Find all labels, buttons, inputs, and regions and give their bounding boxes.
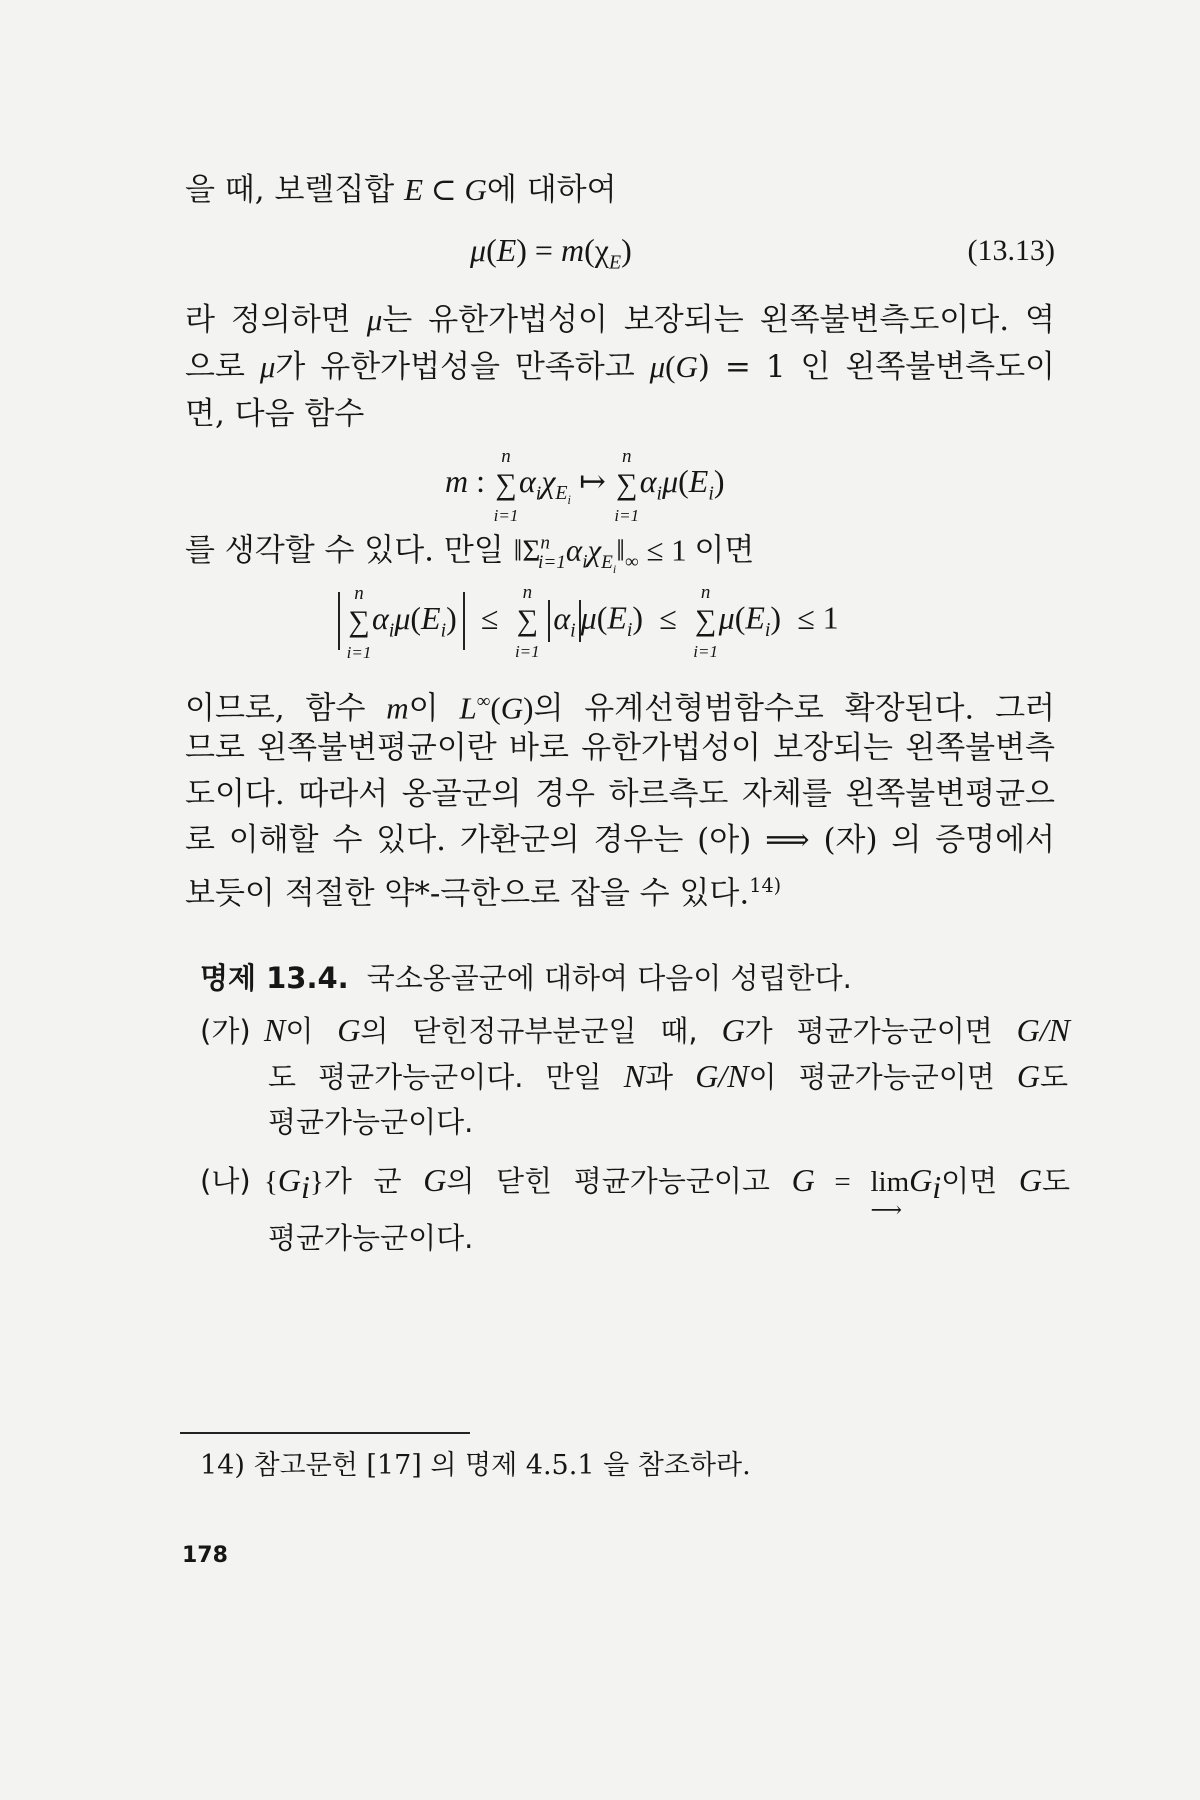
math-var: μ	[662, 463, 679, 499]
text-run: 을 때, 보렐집합	[185, 172, 405, 208]
math-var: G	[277, 1162, 302, 1198]
math-var: μ	[366, 302, 383, 337]
page-number: 178	[182, 1543, 228, 1568]
proposition-item-a-cont: 평균가능군이다.	[268, 1105, 474, 1139]
math-sub: i	[535, 482, 542, 505]
math-sub: i	[708, 482, 714, 505]
math-var: E	[421, 600, 441, 636]
text-line	[185, 524, 1055, 588]
math-var: μ	[718, 599, 735, 636]
math-var: α	[553, 600, 571, 636]
text-run: 의 닫힌 평균가능군이고	[446, 1164, 792, 1198]
math-sub: i	[626, 618, 633, 641]
math-var: (χ	[584, 232, 609, 268]
sum-symbol	[493, 445, 519, 525]
sum-lower: i=1	[346, 642, 372, 662]
math-sub: i	[570, 619, 576, 642]
sigma-glyph: ∑	[616, 467, 638, 501]
math-sup: n	[540, 533, 550, 554]
math-var: μ	[394, 600, 411, 636]
math-op: }	[309, 1166, 324, 1198]
math-sub: i	[764, 618, 771, 641]
proposition-item-b	[200, 1160, 1070, 1222]
sum-lower: i=1	[614, 505, 640, 525]
math-var: α	[519, 463, 536, 499]
sum-symbol	[614, 445, 640, 525]
equation-number: (13.13)	[967, 234, 1055, 267]
math-sub: i	[932, 1168, 942, 1205]
math-var: E	[404, 172, 424, 207]
math-var: α	[565, 532, 583, 568]
leq-sign: ≤	[659, 599, 677, 636]
limit-arrow: ⟶	[870, 1197, 903, 1222]
math-op: =	[814, 1166, 871, 1198]
text-run: 이 평균가능군이면	[748, 1060, 1017, 1094]
sum-symbol	[693, 582, 718, 662]
math-var: α	[372, 600, 389, 636]
math-var: G	[909, 1162, 933, 1198]
math-var: N	[264, 1012, 286, 1048]
math-op: :	[468, 463, 493, 499]
text-run: 이	[408, 690, 460, 727]
math-op: (	[734, 599, 746, 636]
math-op: ‖Σ	[513, 532, 541, 568]
math-op: )	[632, 599, 644, 636]
text-line: 로 이해할 수 있다. 가환군의 경우는 (아) ⟹ (자) 의 증명에서	[185, 822, 1055, 858]
math-op: (	[678, 463, 689, 499]
proposition-text: 국소옹골군에 대하여 다음이 성립한다.	[366, 961, 852, 995]
math-var: χ	[541, 463, 556, 499]
sigma-glyph: ∑	[495, 467, 517, 501]
math-sub: i	[567, 493, 571, 508]
text-run: 의 유계선형범함수로 확장된다. 그러	[533, 690, 1056, 727]
text-run: 도 평균가능군이다. 만일	[268, 1060, 624, 1094]
math-var: G	[791, 1162, 815, 1198]
math-number: 1	[822, 599, 839, 636]
math-op: ⊂	[423, 172, 465, 207]
absolute-value-bars	[338, 582, 465, 662]
sum-lower: i=1	[514, 642, 540, 662]
math-var: α	[639, 463, 657, 499]
math-op: (	[665, 349, 676, 384]
sum-lower: i=1	[493, 505, 519, 525]
math-var: χ	[587, 532, 602, 568]
math-var: μ	[649, 349, 666, 384]
sum-upper: n	[354, 582, 364, 604]
sum-upper: n	[501, 445, 511, 467]
text-line	[185, 300, 1055, 340]
math-sub: i	[656, 482, 663, 505]
math-op: ‖	[616, 532, 625, 568]
math-op: ≤ 1 이면	[638, 532, 755, 568]
item-label: (가)	[200, 1014, 251, 1048]
text-run: 도	[1041, 1164, 1070, 1198]
math-sub: i	[301, 1168, 310, 1205]
math-op: (	[486, 232, 497, 268]
text-line	[185, 866, 1055, 913]
lim-text: lim	[870, 1166, 910, 1198]
equation-13-13	[470, 232, 632, 274]
math-var: G	[1018, 1162, 1042, 1198]
math-var: G	[464, 172, 487, 207]
leq-sign: ≤	[797, 599, 815, 636]
math-var: G/N	[1016, 1012, 1070, 1048]
text-line	[185, 682, 1055, 728]
footnote-rule	[180, 1432, 470, 1434]
absolute-value-bars	[548, 600, 580, 642]
text-line	[185, 170, 1055, 210]
math-sub: E	[601, 551, 613, 573]
math-var: G	[675, 349, 698, 384]
math-op: )	[713, 463, 725, 499]
text-run: 이므로, 함수	[185, 690, 387, 727]
math-op: (	[596, 599, 608, 636]
sum-upper: n	[700, 582, 711, 604]
sum-upper: n	[522, 582, 533, 604]
math-op: {	[264, 1166, 278, 1198]
math-var: L	[459, 690, 477, 726]
text-line: 므로 왼쪽불변평균이란 바로 유한가법성이 보장되는 왼쪽불변측	[185, 730, 1055, 766]
text-run: 도	[1039, 1060, 1068, 1094]
math-op: ) =	[516, 232, 561, 268]
text-run: 가 평균가능군이면	[744, 1014, 1017, 1048]
math-op: )	[523, 690, 534, 726]
sum-lower: i=1	[693, 642, 718, 662]
text-run: 가 군	[323, 1164, 424, 1198]
item-label: (나)	[200, 1164, 251, 1198]
proposition-item-b-cont: 평균가능군이다.	[268, 1221, 474, 1255]
text-line: 도이다. 따라서 옹골군의 경우 하르측도 자체를 왼쪽불변평균으	[185, 776, 1055, 812]
text-run: 보듯이 적절한 약*-극한으로 잡을 수 있다.	[185, 875, 750, 912]
math-sub: E	[608, 251, 622, 274]
math-var: G/N	[695, 1058, 749, 1094]
math-var: μ	[259, 349, 276, 384]
math-var: N	[623, 1058, 646, 1094]
math-var: G	[337, 1012, 361, 1048]
text-run: 이면	[941, 1164, 1019, 1198]
direct-limit	[870, 1162, 910, 1222]
math-var: G	[1016, 1058, 1040, 1094]
math-sub: ∞	[624, 551, 639, 573]
proposition-title: 명제 13.4.	[200, 961, 349, 995]
text-run: ) = 1 인 왼쪽불변측도이	[697, 349, 1055, 385]
math-var: G	[500, 690, 524, 726]
text-run: 가 유한가법성을 만족하고	[275, 349, 650, 385]
proposition-heading	[200, 958, 1070, 998]
math-sub: i=1	[538, 551, 566, 573]
text-run: 의 닫힌정규부분군일 때,	[360, 1014, 722, 1048]
math-var: G	[721, 1012, 745, 1048]
math-sub: i	[612, 561, 617, 576]
math-var: μ	[580, 599, 597, 636]
sigma-glyph: ∑	[694, 604, 717, 638]
text-run: 를 생각할 수 있다. 만일	[185, 532, 514, 569]
footnote-ref: 14)	[749, 874, 782, 897]
proposition-item-a	[200, 1010, 1070, 1051]
maps-to-arrow: ↦	[578, 463, 606, 499]
math-op: (	[410, 600, 422, 636]
sum-upper: n	[622, 445, 632, 467]
text-run: 으로	[185, 349, 260, 385]
text-run: 과	[645, 1060, 696, 1094]
footnote: 14) 참고문헌 [17] 의 명제 4.5.1 을 참조하라.	[200, 1450, 751, 1481]
math-sup: ∞	[476, 691, 491, 712]
math-op: )	[446, 600, 457, 636]
text-run: 에 대하여	[486, 172, 617, 208]
text-line	[185, 347, 1055, 387]
math-var: E	[745, 599, 765, 636]
math-op: )	[770, 599, 782, 636]
math-sub: i	[440, 619, 447, 642]
math-var: μ	[470, 232, 487, 268]
text-run: 이	[285, 1014, 338, 1048]
equation-inequality	[338, 582, 839, 662]
math-var: E	[688, 463, 709, 499]
leq-sign: ≤	[480, 599, 499, 636]
math-var: E	[496, 232, 517, 268]
text-run: 라 정의하면	[185, 302, 367, 338]
sum-symbol	[346, 582, 372, 662]
text-line: 면, 다음 함수	[185, 396, 365, 432]
sigma-glyph: ∑	[516, 604, 538, 638]
math-sub: i	[388, 619, 395, 642]
math-sub: i	[582, 551, 588, 573]
text-run: 는 유한가법성이 보장되는 왼쪽불변측도이다. 역	[382, 302, 1055, 338]
math-var: m	[445, 463, 469, 499]
math-var: G	[423, 1162, 447, 1198]
sigma-glyph: ∑	[348, 604, 370, 638]
math-var: m	[560, 232, 585, 268]
sum-symbol	[514, 582, 540, 662]
equation-functional-m	[445, 445, 725, 525]
math-sub: E	[555, 482, 568, 505]
math-var: m	[386, 690, 409, 726]
math-op: (	[490, 690, 501, 726]
math-var: E	[607, 599, 627, 636]
proposition-item-a-cont	[268, 1056, 1068, 1097]
math-op: )	[621, 232, 632, 268]
